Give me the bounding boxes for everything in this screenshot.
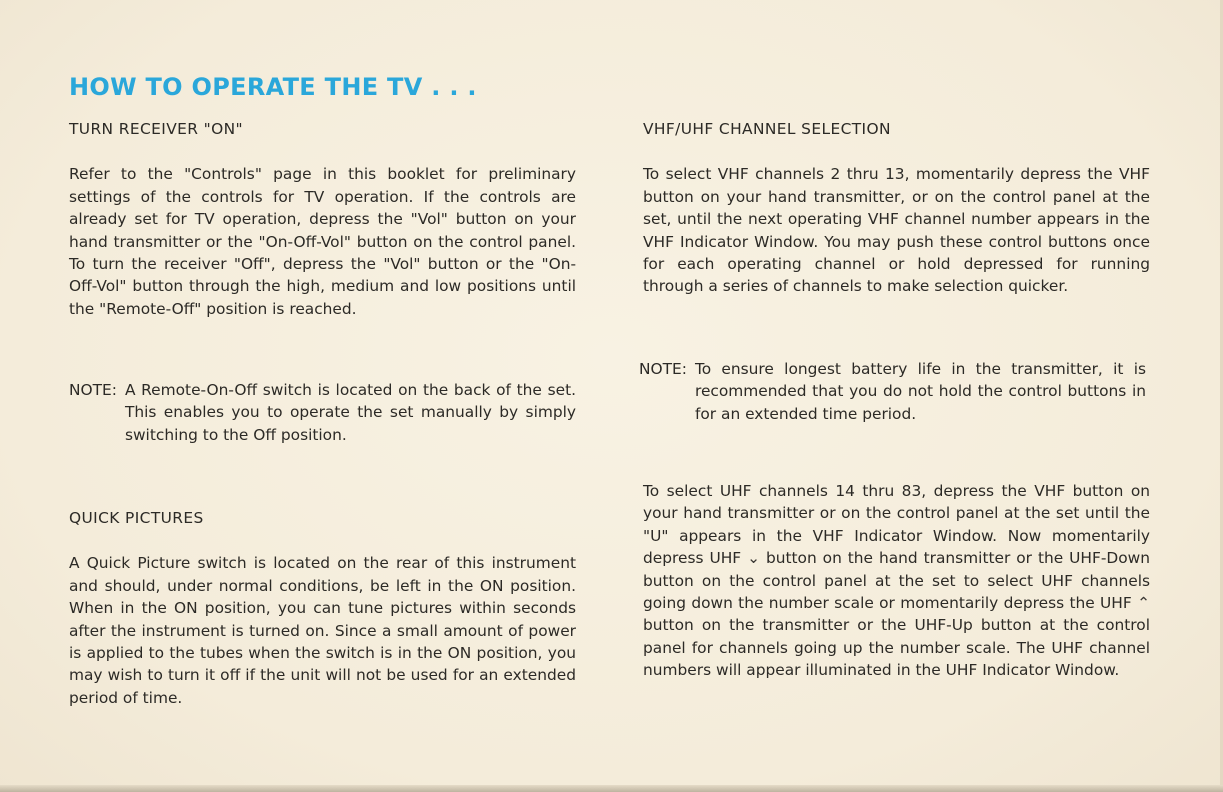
quick-pictures-body: A Quick Picture switch is located on the rear of this instrument and should, under normal conditions, be left in the ON position. When in the ON position, you can tune pictures within seconds after the instrument is turned on. Since a small amount of power is applied to the tubes when the switch is in the ON position, you may wish to turn it off if the unit will not be used for an extended period of time.	[69, 554, 576, 707]
turn-on-section	[69, 118, 576, 320]
uhf-body-part2: button on the hand transmitter or the UHF-Down button on the control panel at the set to select UHF channels going down the number scale or momentarily depress the UHF	[643, 549, 1150, 613]
right-note	[639, 358, 1146, 425]
uhf-up-symbol: ⌃	[1137, 594, 1150, 613]
uhf-down-symbol: ⌄	[747, 549, 760, 568]
channel-selection-section	[643, 118, 1150, 298]
left-note	[69, 379, 576, 446]
quick-pictures-section	[69, 507, 576, 709]
quick-pictures-heading: QUICK PICTURES	[69, 509, 204, 527]
turn-on-heading: TURN RECEIVER "ON"	[69, 120, 244, 138]
uhf-section	[643, 480, 1150, 682]
left-note-body: A Remote-On-Off switch is located on the back of the set. This enables you to operate the set manually by simply switching to the Off position.	[124, 381, 576, 444]
channel-selection-body: To select VHF channels 2 thru 13, momentarily depress the VHF button on your hand transmitter, or on the control panel at the set, until the next operating VHF channel number appears in the VHF Indicator Window. You may push these control buttons once for each operating channel or hold depressed for running through a series of channels to make selection quicker.	[643, 165, 1150, 296]
channel-selection-heading: VHF/UHF CHANNEL SELECTION	[643, 120, 891, 138]
turn-on-body: Refer to the "Controls" page in this booklet for preliminary settings of the controls for TV operation. If the controls are already set for TV operation, depress the "Vol" button on your hand transmitter or the "On-Off-Vol" button on the control panel. To turn the receiver "Off", depress the "Vol" button or the "On-Off-Vol" button through the high, medium and low positions until the "Remote-Off" position is reached.	[69, 165, 576, 318]
uhf-body	[643, 480, 1150, 682]
page-bottom-edge	[0, 785, 1223, 792]
uhf-body-part3: button on the transmitter or the UHF-Up button at the control panel for channels going up the number scale. The UHF channel numbers will appear illuminated in the UHF Indicator Window.	[643, 616, 1150, 680]
right-note-label: NOTE:	[639, 360, 687, 378]
page-title: HOW TO OPERATE THE TV . . .	[69, 73, 477, 101]
left-note-label: NOTE:	[69, 381, 117, 399]
right-note-body: To ensure longest battery life in the transmitter, it is recommended that you do not hold the control buttons in for an extended time period.	[694, 360, 1146, 423]
uhf-body-part1: To select UHF channels 14 thru 83, depress the VHF button on your hand transmitter or on the control panel at the set until the "U" appears in the VHF Indicator Window. Now momentarily depress UHF	[643, 482, 1150, 568]
